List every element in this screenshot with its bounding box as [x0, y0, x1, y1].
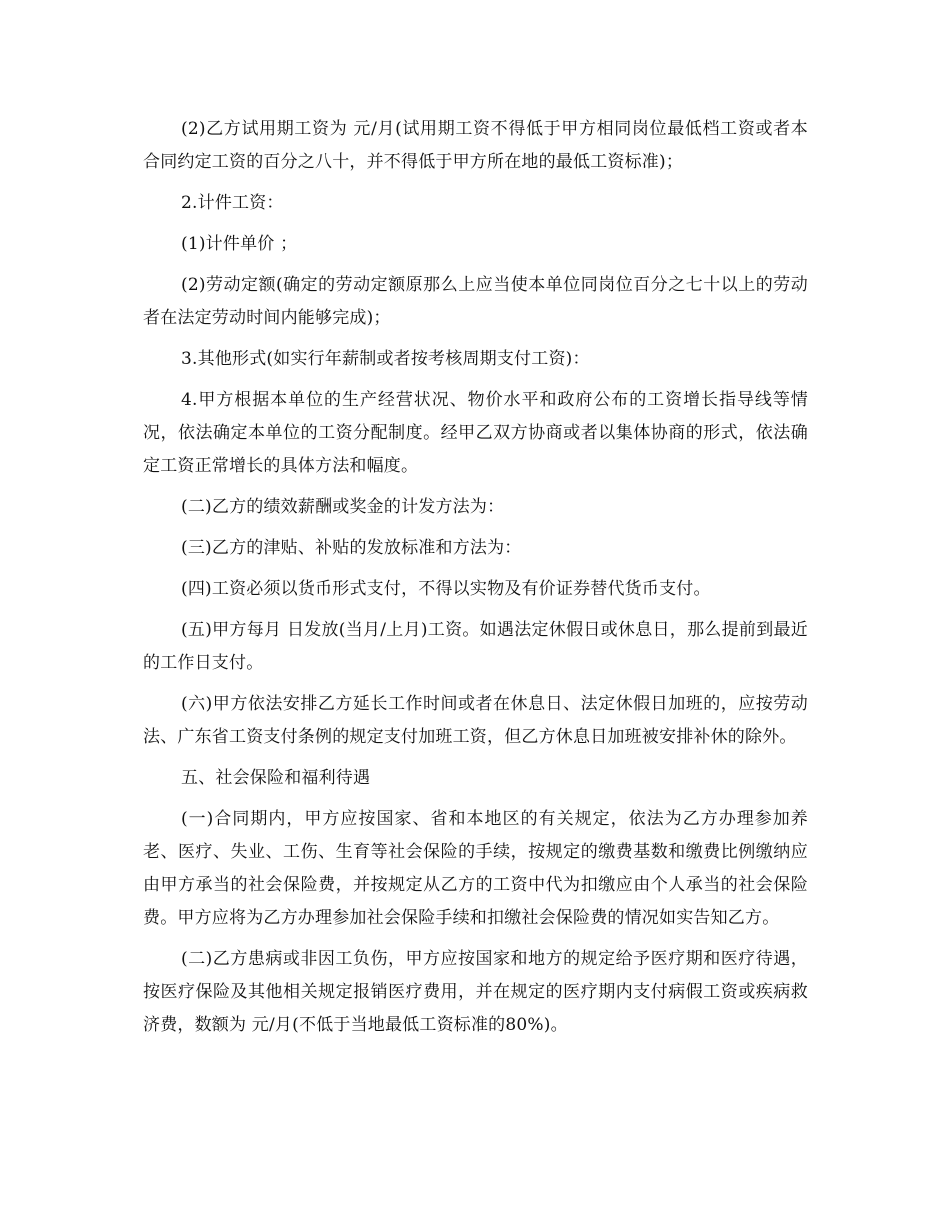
- paragraph-currency-payment: (四)工资必须以货币形式支付，不得以实物及有价证券替代货币支付。: [181, 579, 711, 599]
- paragraph-medical-treatment: (二)乙方患病或非因工负伤，甲方应按国家和地方的规定给予医疗期和医疗待遇，按医疗保险及其他相关规定报销医疗费用，并在规定的医疗期内支付病假工资或疾病救济费，数额为 元/月(不低于当地最低工资标准的80%)。: [143, 949, 808, 1035]
- document-body: [143, 113, 808, 1050]
- paragraph-pay-date: (五)甲方每月 日发放(当月/上月)工资。如遇法定休假日或休息日，那么提前到最近的工作日支付。: [143, 620, 808, 673]
- paragraph-other-forms: 3.其他形式(如实行年薪制或者按考核周期支付工资)：: [181, 349, 590, 369]
- paragraph-piece-wage-heading: 2.计件工资：: [181, 193, 284, 213]
- section-heading-social-insurance: 五、社会保险和福利待遇: [181, 768, 371, 788]
- paragraph-performance-bonus: (二)乙方的绩效薪酬或奖金的计发方法为：: [181, 497, 505, 517]
- paragraph-trial-wage: (2)乙方试用期工资为 元/月(试用期工资不得低于甲方相同岗位最低档工资或者本合同约定工资的百分之八十，并不得低于甲方所在地的最低工资标准)；: [143, 119, 808, 172]
- paragraph-allowances: (三)乙方的津贴、补贴的发放标准和方法为：: [181, 538, 522, 558]
- paragraph-overtime-pay: (六)甲方依法安排乙方延长工作时间或者在休息日、法定休假日加班的，应按劳动法、广东省工资支付条例的规定支付加班工资，但乙方休息日加班被安排补休的除外。: [143, 694, 808, 747]
- paragraph-social-insurance: (一)合同期内，甲方应按国家、省和本地区的有关规定，依法为乙方办理参加养老、医疗、失业、工伤、生育等社会保险的手续，按规定的缴费基数和缴费比例缴纳应由甲方承当的社会保险费，并按规定从乙方的工资中代为扣缴应由个人承当的社会保险费。甲方应将为乙方办理参加社会保险手续和扣缴社会保险费的情况如实告知乙方。: [143, 809, 808, 928]
- paragraph-wage-system: 4.甲方根据本单位的生产经营状况、物价水平和政府公布的工资增长指导线等情况，依法确定本单位的工资分配制度。经甲乙双方协商或者以集体协商的形式，依法确定工资正常增长的具体方法和幅度。: [143, 390, 808, 476]
- paragraph-piece-unit-price: (1)计件单价 ；: [181, 234, 298, 254]
- paragraph-labor-quota: (2)劳动定额(确定的劳动定额原那么上应当使本单位同岗位百分之七十以上的劳动者在法定劳动时间内能够完成)；: [143, 275, 808, 328]
